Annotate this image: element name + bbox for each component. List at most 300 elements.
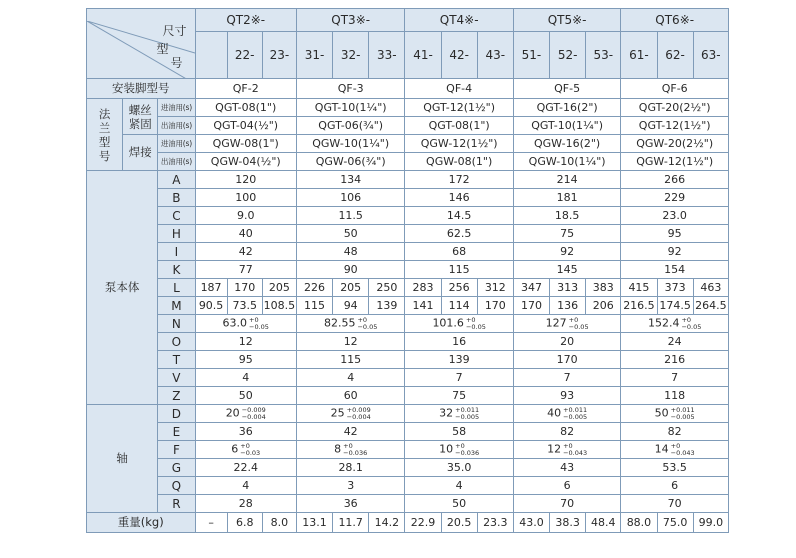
dimension-key: Z <box>158 387 195 405</box>
dimension-value <box>296 351 404 369</box>
dimension-value: 226 <box>296 279 332 297</box>
dimension-value: 463 <box>693 279 728 297</box>
model-header: QT6※- <box>621 9 729 32</box>
dimension-value <box>195 225 296 243</box>
dimension-value <box>296 261 404 279</box>
dimension-key: V <box>158 369 195 387</box>
weight-value: 23.3 <box>477 513 513 533</box>
tolerance-upper: +0 <box>357 316 368 324</box>
body-row <box>87 171 729 189</box>
value-text: 53.5 <box>662 461 687 474</box>
tolerance-lower: −0.05 <box>357 322 378 331</box>
dimension-key: K <box>158 261 195 279</box>
dimension-value: 115 <box>296 297 332 315</box>
dimension-value <box>296 207 404 225</box>
tolerance-upper: +0.011 <box>670 406 695 414</box>
value-text: 40 <box>238 227 253 240</box>
dimension-value: 216.5 <box>621 297 657 315</box>
model-header: QT5※- <box>513 9 620 32</box>
submodel-header: 62- <box>657 32 693 79</box>
weight-value: 75.0 <box>657 513 693 533</box>
dimension-key: D <box>158 405 195 423</box>
shaft-row <box>87 441 729 459</box>
tolerance-lower: −0.005 <box>670 412 695 421</box>
value-text: 229 <box>664 191 686 204</box>
flange-screw-char: 螺丝 <box>128 102 152 117</box>
dimension-value <box>195 189 296 207</box>
submodel-header: 53- <box>586 32 621 79</box>
value-text: 70 <box>667 497 682 510</box>
dimension-value: 205 <box>333 279 369 297</box>
dimension-value: 415 <box>621 279 657 297</box>
value-text: 115 <box>340 353 362 366</box>
weight-value: 11.7 <box>333 513 369 533</box>
flange-value: QGW-08(1") <box>195 135 296 153</box>
value-text: 8 <box>334 442 342 456</box>
value-text: 9.0 <box>236 209 255 222</box>
dimension-key: N <box>158 315 195 333</box>
tolerance <box>455 407 479 420</box>
dimension-value <box>513 333 620 351</box>
submodel-header <box>195 32 227 79</box>
dimension-value <box>195 351 296 369</box>
dimension-value <box>405 171 513 189</box>
submodel-header: 63- <box>693 32 728 79</box>
tolerance-upper: +0 <box>681 316 692 324</box>
tolerance <box>563 407 587 420</box>
value-text: 82.55 <box>323 316 356 330</box>
submodel-header: 42- <box>441 32 477 79</box>
tolerance <box>343 443 367 456</box>
dimension-value <box>296 369 404 387</box>
flange-value: QGW-04(½") <box>195 153 296 171</box>
value-text: 43 <box>560 461 575 474</box>
dimension-value <box>513 207 620 225</box>
flange-value: QGT-12(1½") <box>621 117 729 135</box>
value-text: 18.5 <box>554 209 580 222</box>
dimension-key: T <box>158 351 195 369</box>
tolerance-lower: −0.043 <box>563 448 588 457</box>
dimension-value <box>195 333 296 351</box>
dimension-value: 174.5 <box>657 297 693 315</box>
dimension-value <box>296 495 404 513</box>
dimension-value <box>513 459 620 477</box>
shaft-row <box>87 495 729 513</box>
dimension-key: O <box>158 333 195 351</box>
dimension-value <box>513 243 620 261</box>
tolerance-upper: +0 <box>670 442 681 450</box>
corner-size-label: 尺寸 <box>162 23 187 38</box>
value-text: 82 <box>560 425 575 438</box>
dimension-value <box>513 315 620 333</box>
value-text: 139 <box>448 353 470 366</box>
dimension-value <box>195 261 296 279</box>
value-text: 50 <box>343 227 358 240</box>
tolerance-upper: −0.009 <box>241 406 266 414</box>
dimension-value <box>513 387 620 405</box>
value-text: 92 <box>560 245 575 258</box>
dimension-value <box>296 423 404 441</box>
value-text: 170 <box>556 353 578 366</box>
value-text: 11.5 <box>338 209 363 222</box>
tolerance-upper: +0 <box>465 316 476 324</box>
dimension-value: 283 <box>405 279 441 297</box>
tolerance-upper: +0 <box>568 316 579 324</box>
flange-value: QGT-12(1½") <box>405 99 513 117</box>
dimension-key: A <box>158 171 195 189</box>
value-text: 93 <box>560 389 575 402</box>
body-row <box>87 189 729 207</box>
submodel-header: 41- <box>405 32 441 79</box>
tolerance <box>681 317 701 330</box>
dimension-value: 141 <box>405 297 441 315</box>
mount-value: QF-5 <box>513 79 620 99</box>
flange-value: QGT-08(1") <box>405 117 513 135</box>
tolerance <box>242 407 266 420</box>
body-row <box>87 279 729 297</box>
value-text: 36 <box>238 425 253 438</box>
value-text: 216 <box>664 353 686 366</box>
dimension-value <box>513 225 620 243</box>
value-text: 70 <box>560 497 575 510</box>
tolerance <box>249 317 269 330</box>
value-text: 10 <box>439 442 454 456</box>
dimension-value <box>195 207 296 225</box>
dimension-value <box>405 351 513 369</box>
dimension-value <box>405 405 513 423</box>
flange-label-char: 型 <box>98 134 111 149</box>
weight-value: 48.4 <box>586 513 621 533</box>
tolerance-upper: +0 <box>249 316 259 324</box>
dimension-value <box>621 171 729 189</box>
dimension-value: 90.5 <box>195 297 227 315</box>
value-text: 3 <box>347 479 355 492</box>
dimension-value <box>195 387 296 405</box>
dimension-value <box>195 495 296 513</box>
tolerance-lower: −0.05 <box>249 322 269 331</box>
value-text: 42 <box>238 245 253 258</box>
value-text: 23.0 <box>662 209 687 222</box>
dimension-value: 73.5 <box>227 297 262 315</box>
value-text: 22.4 <box>233 461 258 474</box>
dimension-value: 136 <box>550 297 586 315</box>
flange-label-char: 号 <box>98 148 111 163</box>
flange-weld-label: 焊接 <box>123 135 158 171</box>
dimension-value: 250 <box>369 279 405 297</box>
flange-row <box>87 135 729 153</box>
submodel-header: 32- <box>333 32 369 79</box>
dimension-key: G <box>158 459 195 477</box>
value-text: 75 <box>452 389 467 402</box>
dimension-key: I <box>158 243 195 261</box>
value-text: 32 <box>439 406 454 420</box>
dimension-value <box>405 189 513 207</box>
shaft-row <box>87 405 729 423</box>
weight-value: 22.9 <box>405 513 441 533</box>
flange-value: QGW-12(1½") <box>405 135 513 153</box>
tolerance-upper: +0.011 <box>563 406 588 414</box>
dimension-value <box>621 387 729 405</box>
flange-screw-label <box>123 99 158 135</box>
value-text: 20 <box>560 335 575 348</box>
dimension-value <box>405 225 513 243</box>
dimension-value: 347 <box>513 279 549 297</box>
value-text: 20 <box>225 406 240 420</box>
dimension-key: F <box>158 441 195 459</box>
tolerance <box>671 443 695 456</box>
value-text: 48 <box>343 245 358 258</box>
value-text: 90 <box>343 263 358 276</box>
value-text: 62.5 <box>446 227 472 240</box>
weight-value: 99.0 <box>693 513 728 533</box>
shaft-row <box>87 477 729 495</box>
corner-type-label: 型 <box>156 41 169 56</box>
dimension-value <box>195 459 296 477</box>
pump-spec-table <box>86 8 729 533</box>
dimension-value <box>405 207 513 225</box>
model-header: QT2※- <box>195 9 296 32</box>
tolerance <box>357 317 377 330</box>
value-text: 63.0 <box>222 316 248 330</box>
shaft-row <box>87 423 729 441</box>
weight-value: 38.3 <box>550 513 586 533</box>
dimension-value <box>513 189 620 207</box>
dimension-key: L <box>158 279 195 297</box>
dimension-value <box>513 369 620 387</box>
dimension-value <box>405 441 513 459</box>
dimension-value <box>195 477 296 495</box>
body-row <box>87 225 729 243</box>
value-text: 127 <box>545 316 567 330</box>
dimension-value <box>405 243 513 261</box>
value-text: 50 <box>654 406 669 420</box>
flange-value: QGT-08(1") <box>195 99 296 117</box>
value-text: 12 <box>238 335 253 348</box>
value-text: 7 <box>671 371 679 384</box>
value-text: 6 <box>231 442 239 456</box>
body-row <box>87 207 729 225</box>
value-text: 77 <box>238 263 253 276</box>
dimension-value <box>513 261 620 279</box>
tolerance-lower: −0.05 <box>465 322 486 331</box>
dimension-value <box>195 243 296 261</box>
dimension-value <box>296 225 404 243</box>
dimension-value <box>621 405 729 423</box>
value-text: 134 <box>340 173 362 186</box>
tolerance-upper: +0 <box>240 442 250 450</box>
dimension-value <box>296 171 404 189</box>
value-text: 36 <box>343 497 358 510</box>
dimension-value <box>296 387 404 405</box>
dimension-value: 170 <box>227 279 262 297</box>
dimension-value <box>513 423 620 441</box>
dimension-value <box>405 459 513 477</box>
dimension-value <box>621 261 729 279</box>
mount-value: QF-3 <box>296 79 404 99</box>
dimension-key: B <box>158 189 195 207</box>
weight-value: – <box>195 513 227 533</box>
value-text: 7 <box>563 371 571 384</box>
dimension-value <box>296 459 404 477</box>
value-text: 58 <box>452 425 467 438</box>
value-text: 115 <box>448 263 470 276</box>
flange-value: QGT-10(1¼") <box>513 117 620 135</box>
body-section-label: 泵本体 <box>87 171 158 405</box>
tolerance-upper: +0.009 <box>346 406 371 414</box>
weight-value: 20.5 <box>441 513 477 533</box>
body-row <box>87 351 729 369</box>
tolerance <box>671 407 695 420</box>
flange-port-label: 出油用(s) <box>158 153 195 171</box>
value-text: 146 <box>448 191 470 204</box>
value-text: 60 <box>343 389 358 402</box>
dimension-value: 114 <box>441 297 477 315</box>
dimension-value <box>621 369 729 387</box>
weight-value: 14.2 <box>369 513 405 533</box>
flange-label-char: 法 <box>98 106 111 121</box>
dimension-value <box>621 333 729 351</box>
dimension-value <box>405 477 513 495</box>
dimension-value <box>296 189 404 207</box>
dimension-key: R <box>158 495 195 513</box>
dimension-value <box>195 315 296 333</box>
dimension-value <box>405 387 513 405</box>
tolerance <box>466 317 486 330</box>
tolerance-lower: −0.004 <box>346 412 371 421</box>
value-text: 25 <box>330 406 345 420</box>
value-text: 181 <box>556 191 578 204</box>
dimension-value <box>405 261 513 279</box>
value-text: 120 <box>235 173 257 186</box>
submodel-header: 52- <box>550 32 586 79</box>
weight-value: 43.0 <box>513 513 549 533</box>
value-text: 100 <box>235 191 257 204</box>
dimension-value <box>513 171 620 189</box>
flange-value: QGW-10(1¼") <box>513 153 620 171</box>
tolerance <box>563 443 587 456</box>
dimension-value <box>621 189 729 207</box>
dimension-value: 94 <box>333 297 369 315</box>
flange-value: QGT-16(2") <box>513 99 620 117</box>
value-text: 118 <box>664 389 686 402</box>
mount-value: QF-2 <box>195 79 296 99</box>
value-text: 68 <box>452 245 467 258</box>
weight-value: 6.8 <box>227 513 262 533</box>
dimension-value: 256 <box>441 279 477 297</box>
flange-port-label: 出油用(s) <box>158 117 195 135</box>
mount-label: 安装脚型号 <box>87 79 196 99</box>
value-text: 214 <box>556 173 578 186</box>
value-text: 6 <box>563 479 571 492</box>
weight-row <box>87 513 729 533</box>
flange-value: QGW-16(2") <box>513 135 620 153</box>
value-text: 12 <box>547 442 562 456</box>
flange-port-label: 进油用(s) <box>158 135 195 153</box>
dimension-key: Q <box>158 477 195 495</box>
tolerance-upper: +0 <box>563 442 573 450</box>
dimension-value: 206 <box>586 297 621 315</box>
tolerance-upper: +0.011 <box>455 406 480 414</box>
corner-number-label: 号 <box>170 55 183 70</box>
dimension-value: 170 <box>477 297 513 315</box>
value-text: 12 <box>343 335 358 348</box>
dimension-value <box>195 405 296 423</box>
dimension-value <box>621 351 729 369</box>
dimension-value <box>621 423 729 441</box>
dimension-value <box>621 459 729 477</box>
flange-value: QGW-20(2½") <box>621 135 729 153</box>
value-text: 172 <box>448 173 470 186</box>
value-text: 4 <box>242 371 250 384</box>
shaft-row <box>87 459 729 477</box>
tolerance-upper: +0 <box>343 442 353 450</box>
dimension-value <box>621 477 729 495</box>
dimension-key: E <box>158 423 195 441</box>
dimension-value <box>405 333 513 351</box>
flange-label <box>87 99 123 171</box>
flange-value: QGW-10(1¼") <box>296 135 404 153</box>
value-text: 101.6 <box>432 316 464 330</box>
dimension-value: 373 <box>657 279 693 297</box>
tolerance-lower: −0.004 <box>241 412 266 421</box>
dimension-value <box>513 495 620 513</box>
tolerance-lower: −0.05 <box>568 322 589 331</box>
dimension-value <box>621 495 729 513</box>
tolerance-lower: −0.036 <box>455 448 480 457</box>
value-text: 106 <box>340 191 362 204</box>
dimension-value <box>296 243 404 261</box>
value-text: 4 <box>242 479 250 492</box>
value-text: 50 <box>452 497 467 510</box>
submodel-header: 43- <box>477 32 513 79</box>
body-row <box>87 243 729 261</box>
dimension-value <box>195 441 296 459</box>
dimension-key: C <box>158 207 195 225</box>
dimension-value: 205 <box>262 279 296 297</box>
value-text: 7 <box>455 371 463 384</box>
tolerance <box>240 443 260 456</box>
value-text: 50 <box>238 389 253 402</box>
value-text: 4 <box>347 371 355 384</box>
value-text: 24 <box>667 335 682 348</box>
flange-row <box>87 153 729 171</box>
dimension-value: 312 <box>477 279 513 297</box>
dimension-value <box>513 405 620 423</box>
dimension-value <box>296 333 404 351</box>
model-header: QT3※- <box>296 9 404 32</box>
tolerance-lower: −0.005 <box>563 412 588 421</box>
weight-value: 88.0 <box>621 513 657 533</box>
dimension-value: 383 <box>586 279 621 297</box>
dimension-key: H <box>158 225 195 243</box>
value-text: 14.5 <box>446 209 472 222</box>
tolerance-lower: −0.03 <box>240 448 261 457</box>
mount-value: QF-4 <box>405 79 513 99</box>
dimension-value <box>405 315 513 333</box>
body-row <box>87 315 729 333</box>
body-row <box>87 261 729 279</box>
tolerance <box>347 407 371 420</box>
value-text: 40 <box>547 406 562 420</box>
dimension-value <box>513 351 620 369</box>
dimension-value <box>405 423 513 441</box>
flange-row <box>87 99 729 117</box>
dimension-value <box>405 495 513 513</box>
dimension-value <box>296 315 404 333</box>
flange-value: QGW-08(1") <box>405 153 513 171</box>
flange-value: QGT-20(2½") <box>621 99 729 117</box>
dimension-value <box>621 315 729 333</box>
